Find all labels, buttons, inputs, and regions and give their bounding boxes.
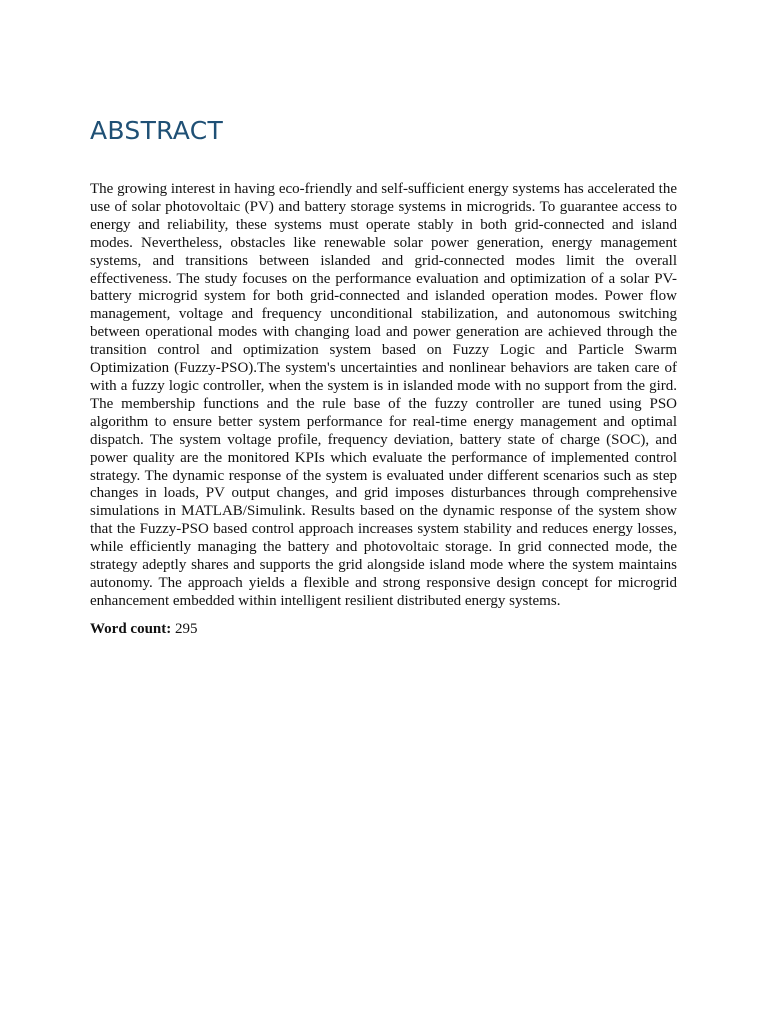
word-count-label: Word count: — [90, 621, 172, 637]
abstract-body: The growing interest in having eco-friendly and self-sufficient energy systems has accelerated the use of solar photovoltaic (PV) and battery storage systems in microgrids. To guarantee access to energy and reliability, these systems must operate stably in both grid-connected and island modes. Nevertheless, obstacles like renewable solar power generation, energy management systems, and transitions between islanded and grid-connected modes limit the overall effectiveness. The study focuses on the performance evaluation and optimization of a solar PV-battery microgrid system for both grid-connected and islanded operation modes. Power flow management, voltage and frequency unconditional stabilization, and autonomous switching between operational modes with changing load and power generation are achieved through the transition control and optimization system based on Fuzzy Logic and Particle Swarm Optimization (Fuzzy-PSO).The system's uncertainties and nonlinear behaviors are taken care of with a fuzzy logic controller, when the system is in islanded mode with no support from the gird. The membership functions and the rule base of the fuzzy controller are tuned using PSO algorithm to ensure better system performance for real-time energy management and optimal dispatch. The system voltage profile, frequency deviation, battery state of charge (SOC), and power quality are the monitored KPIs which evaluate the performance of implemented control strategy. The dynamic response of the system is evaluated under different scenarios such as step changes in loads, PV output changes, and grid imposes disturbances through comprehensive simulations in MATLAB/Simulink. Results based on the dynamic response of the system show that the Fuzzy-PSO based control approach increases system stability and reduces energy losses, while efficiently managing the battery and photovoltaic storage. In grid connected mode, the strategy adeptly shares and supports the grid alongside island mode where the system maintains autonomy. The approach yields a flexible and strong responsive design concept for microgrid enhancement embedded within intelligent resilient distributed energy systems. — [90, 181, 677, 609]
word-count-value: 295 — [175, 621, 198, 637]
abstract-heading: ABSTRACT — [90, 116, 224, 145]
word-count — [90, 620, 198, 638]
